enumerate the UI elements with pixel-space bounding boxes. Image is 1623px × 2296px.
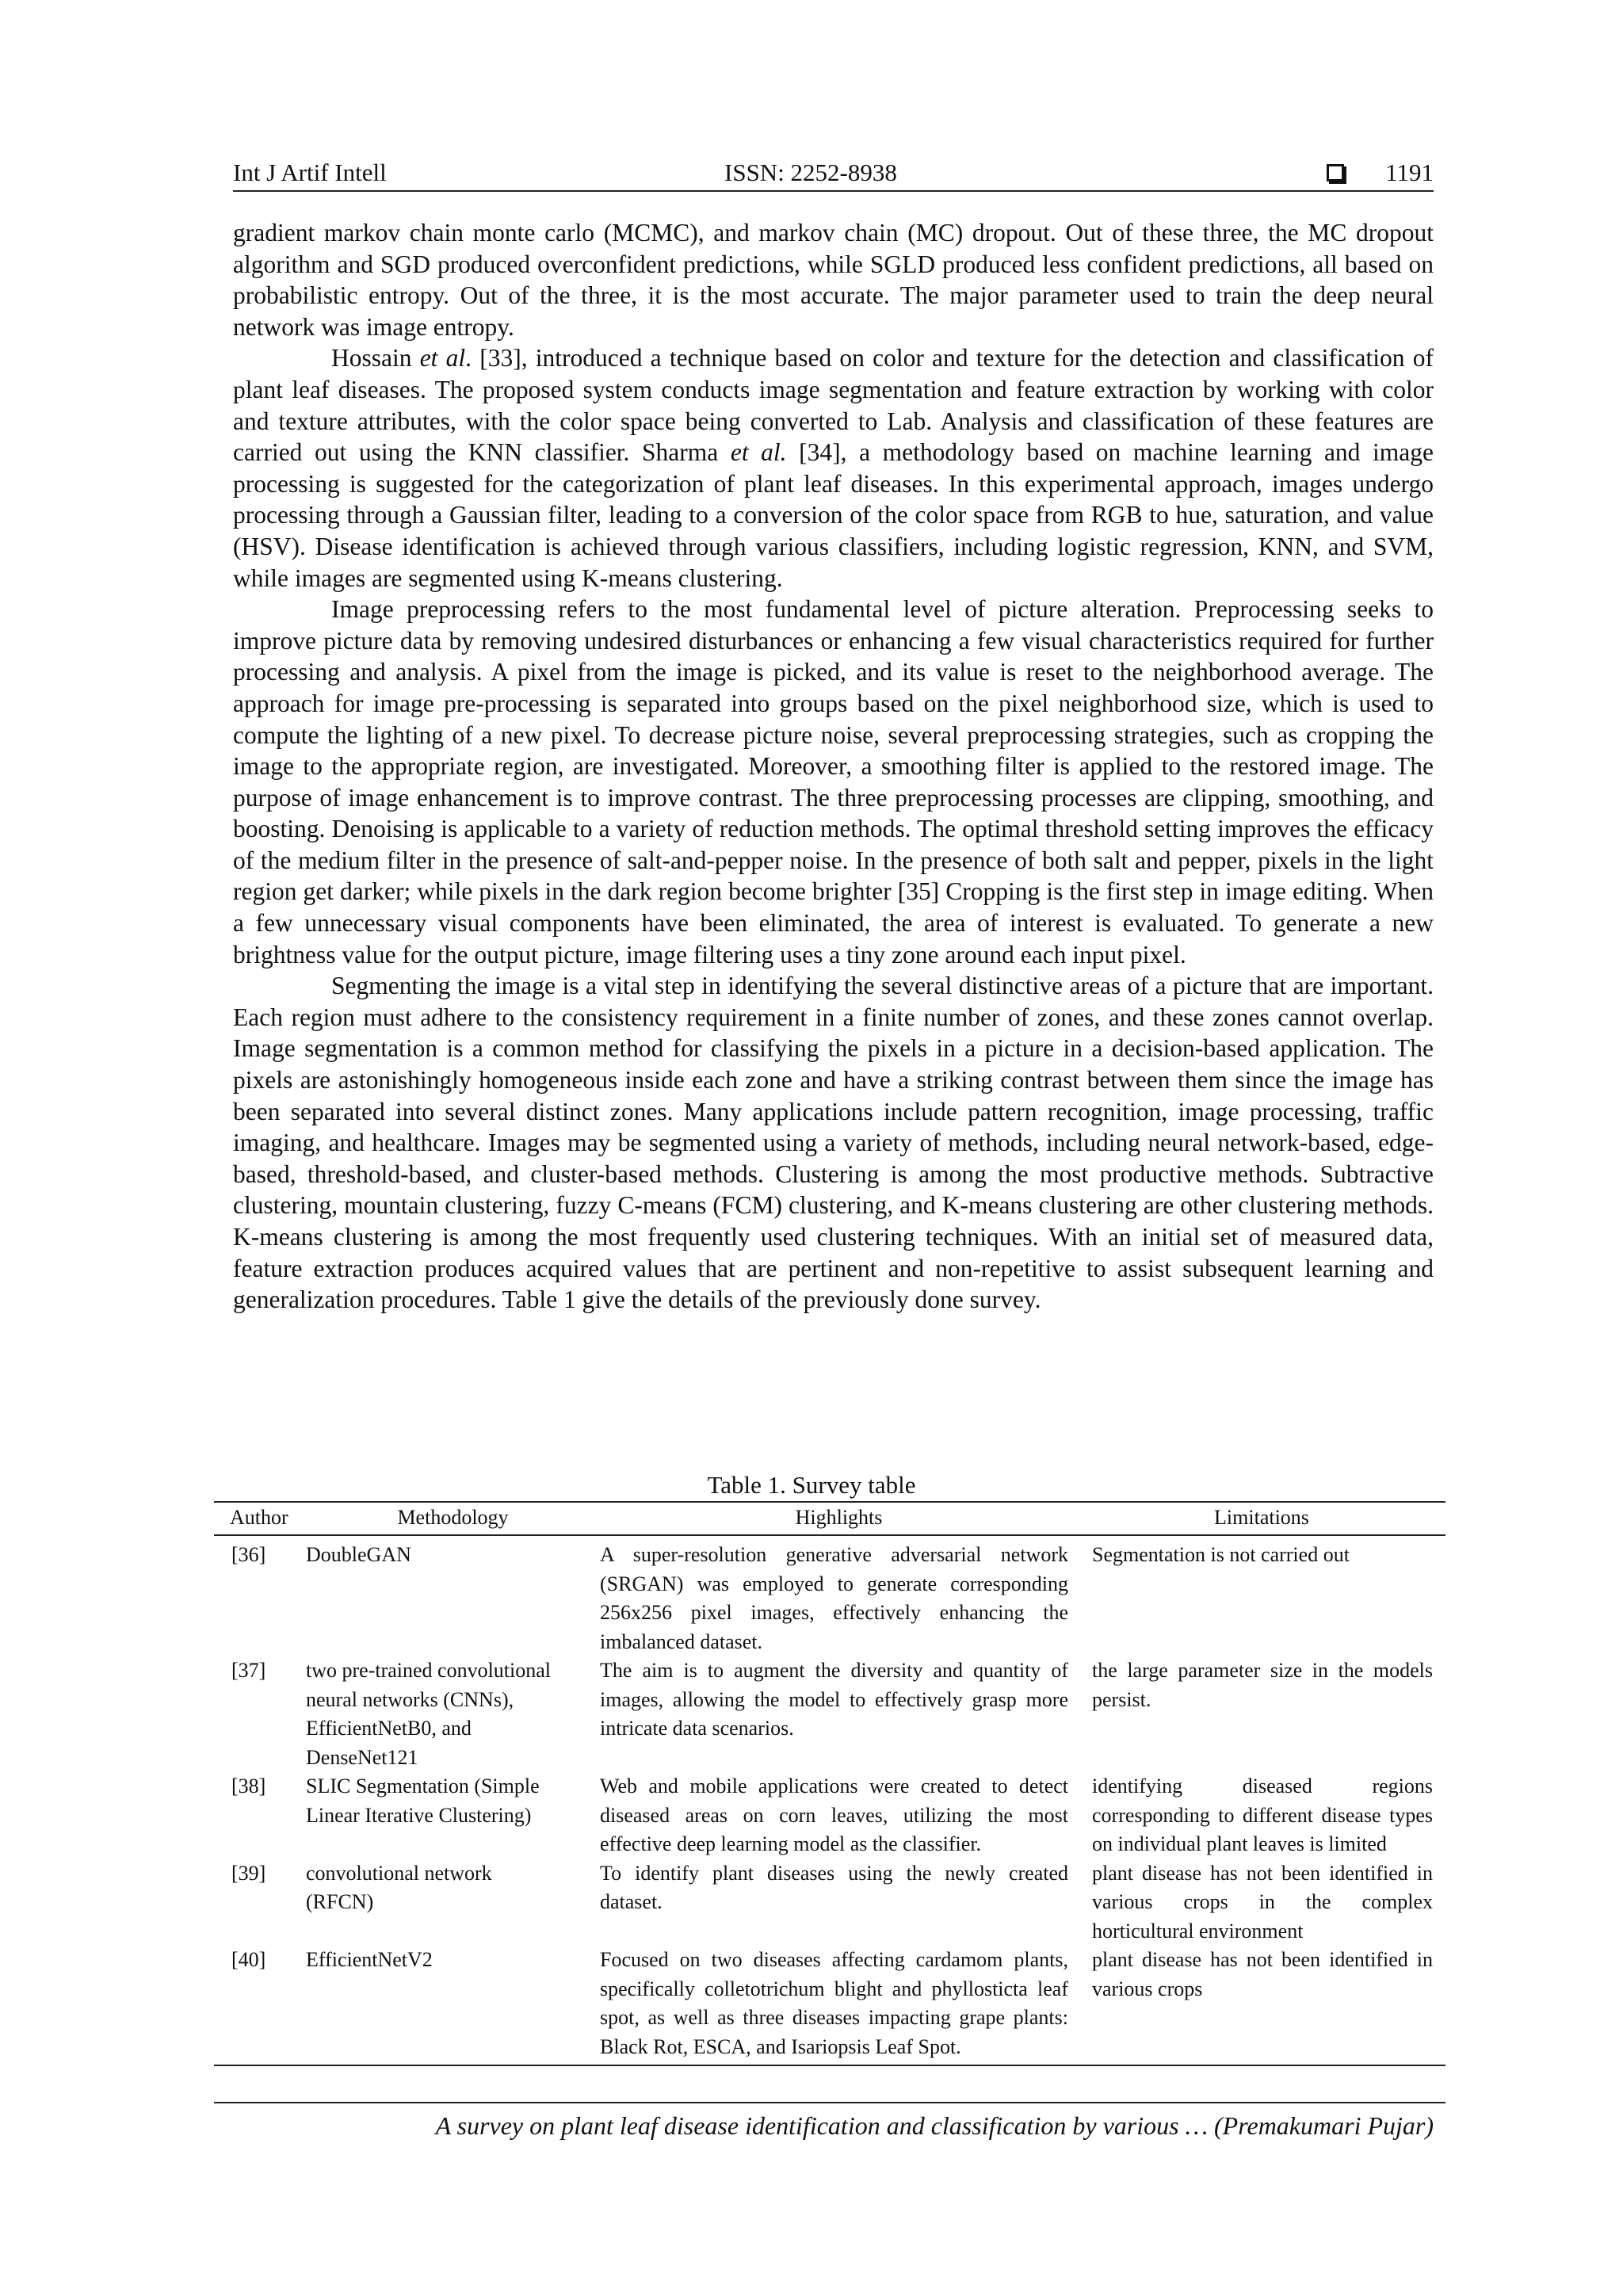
- cell-limitations: Segmentation is not carried out: [1092, 1543, 1350, 1566]
- cell-methodology: two pre-trained convolutional neural networks (CNNs), EfficientNetB0, and DenseNet121: [306, 1659, 552, 1769]
- journal-name: Int J Artif Intell: [233, 159, 387, 186]
- table-row: [214, 1772, 1445, 1859]
- table-header-row: [214, 1503, 1445, 1536]
- table-row: [214, 1859, 1445, 1946]
- cell-methodology: DoubleGAN: [306, 1543, 411, 1566]
- cell-author: [39]: [231, 1861, 266, 1885]
- header-limitations: Limitations: [1214, 1506, 1309, 1529]
- page-number-block: [1327, 157, 1434, 189]
- paragraph-1: gradient markov chain monte carlo (MCMC), and markov chain (MC) dropout. Out of these three, the MC dropout algorithm and SGD produced overconfident predictions, while SGLD produced less confident predictions, all based on probabilistic entropy. Out of the three, it is the most accurate. The major parameter used to train the deep neural network was image entropy.: [233, 219, 1434, 341]
- cell-highlights: A super-resolution generative adversarial network (SRGAN) was employed to generate corresponding 256x256 pixel images, effectively enhancing the imbalanced dataset.: [600, 1543, 1068, 1653]
- table-row: [214, 1946, 1445, 2061]
- running-title: A survey on plant leaf disease identification and classification by various … (Premakumari Pujar): [435, 2111, 1434, 2140]
- cell-limitations: identifying diseased regions corresponding to different disease types on individual plant leaves is limited: [1092, 1775, 1433, 1855]
- paragraph-2-part-b: . [33], introduced a technique based on color and texture for the detection and classification of plant leaf diseases. The proposed system conducts image segmentation and feature extraction by working with color and texture attributes, with the color space being converted to Lab. Analysis and classification of these features are carried out using the KNN classifier. Sharma: [233, 344, 1434, 467]
- cell-author: [36]: [231, 1543, 266, 1566]
- cell-author: [38]: [231, 1775, 266, 1797]
- cell-author: [37]: [231, 1659, 266, 1682]
- paragraph-4: Segmenting the image is a vital step in identifying the several distinctive areas of a picture that are important. Each region must adhere to the consistency requirement in a finite number of zones, and these zones cannot overlap. Image segmentation is a common method for classifying the pixels in a picture in a decision-based application. The pixels are astonishingly homogeneous inside each zone and have a striking contrast between them since the image has been separated into several distinct zones. Many applications include pattern recognition, image processing, traffic imaging, and healthcare. Images may be segmented using a variety of methods, including neural network-based, edge-based, threshold-based, and cluster-based methods. Clustering is among the most productive methods. Subtractive clustering, mountain clustering, fuzzy C-means (FCM) clustering, and K-means clustering are other clustering methods. K-means clustering is among the most frequently used clustering techniques. With an initial set of measured data, feature extraction produces acquired values that are pertinent and non-repetitive to assist subsequent learning and generalization procedures. Table 1 give the details of the previously done survey.: [233, 972, 1434, 1314]
- cell-methodology: convolutional network (RFCN): [306, 1861, 492, 1913]
- header-highlights: Highlights: [795, 1506, 883, 1529]
- paragraph-3: Image preprocessing refers to the most fundamental level of picture alteration. Preprocessing seeks to improve picture data by removing undesired disturbances or enhancing a few visual characteristics required for further processing and analysis. A pixel from the image is picked, and its value is reset to the neighborhood average. The approach for image pre-processing is separated into groups based on the pixel neighborhood size, which is used to compute the lighting of a new pixel. To decrease picture noise, several preprocessing strategies, such as cropping the image to the appropriate region, are investigated. Moreover, a smoothing filter is applied to the restored image. The purpose of image enhancement is to improve contrast. The three preprocessing processes are clipping, smoothing, and boosting. Denoising is applicable to a variety of reduction methods. The optimal threshold setting improves the efficacy of the medium filter in the presence of salt-and-pepper noise. In the presence of both salt and pepper, pixels in the light region get darker; while pixels in the dark region become brighter [35] Cropping is the first step in image editing. When a few unnecessary visual components have been eliminated, the area of interest is evaluated. To generate a new brightness value for the output picture, image filtering uses a tiny zone around each input pixel.: [233, 595, 1434, 968]
- square-box-icon: [1327, 164, 1344, 181]
- cell-highlights: Web and mobile applications were created to detect diseased areas on corn leaves, utilizing the most effective deep learning model as the classifier.: [600, 1775, 1068, 1855]
- paragraph-2-part-a: Hossain: [331, 344, 420, 372]
- paragraph-2: [233, 342, 1434, 594]
- paragraph-2-italic-2: et al.: [730, 438, 787, 467]
- paragraph-2-italic-1: et al: [419, 344, 466, 372]
- page-header: [233, 155, 1434, 192]
- issn: ISSN: 2252-8938: [724, 159, 897, 186]
- cell-methodology: SLIC Segmentation (Simple Linear Iterative Clustering): [306, 1775, 540, 1827]
- cell-limitations: plant disease has not been identified in various crops in the complex horticultural environment: [1092, 1861, 1433, 1943]
- footer-divider: [214, 2102, 1445, 2103]
- table-caption: Table 1. Survey table: [707, 1471, 916, 1499]
- cell-methodology: EfficientNetV2: [306, 1948, 433, 1971]
- table-row: [214, 1541, 1445, 1656]
- cell-highlights: To identify plant diseases using the newly created dataset.: [600, 1861, 1068, 1913]
- cell-limitations: plant disease has not been identified in various crops: [1092, 1948, 1433, 2000]
- header-author: Author: [230, 1506, 288, 1529]
- survey-table: [214, 1501, 1445, 2066]
- cell-author: [40]: [231, 1948, 266, 1971]
- header-methodology: Methodology: [397, 1506, 509, 1529]
- paragraph-2-part-c: [34], a methodology based on machine learning and image processing is suggested for the categorization of plant leaf diseases. In this experimental approach, images undergo processing through a Gaussian filter, leading to a conversion of the color space from RGB to hue, saturation, and value (HSV). Disease identification is achieved through various classifiers, including logistic regression, KNN, and SVM, while images are segmented using K-means clustering.: [233, 438, 1434, 592]
- cell-limitations: the large parameter size in the models persist.: [1092, 1659, 1433, 1711]
- cell-highlights: The aim is to augment the diversity and quantity of images, allowing the model to effectively grasp more intricate data scenarios.: [600, 1659, 1068, 1740]
- table-row: [214, 1656, 1445, 1772]
- body-text: [233, 217, 1434, 1316]
- page-number: 1191: [1385, 159, 1434, 186]
- cell-highlights: Focused on two diseases affecting cardamom plants, specifically colletotrichum blight and phyllosticta leaf spot, as well as three diseases impacting grape plants: Black Rot, ESCA, and Isariopsis Leaf Spot.: [600, 1948, 1068, 2058]
- table-body: [214, 1536, 1445, 2065]
